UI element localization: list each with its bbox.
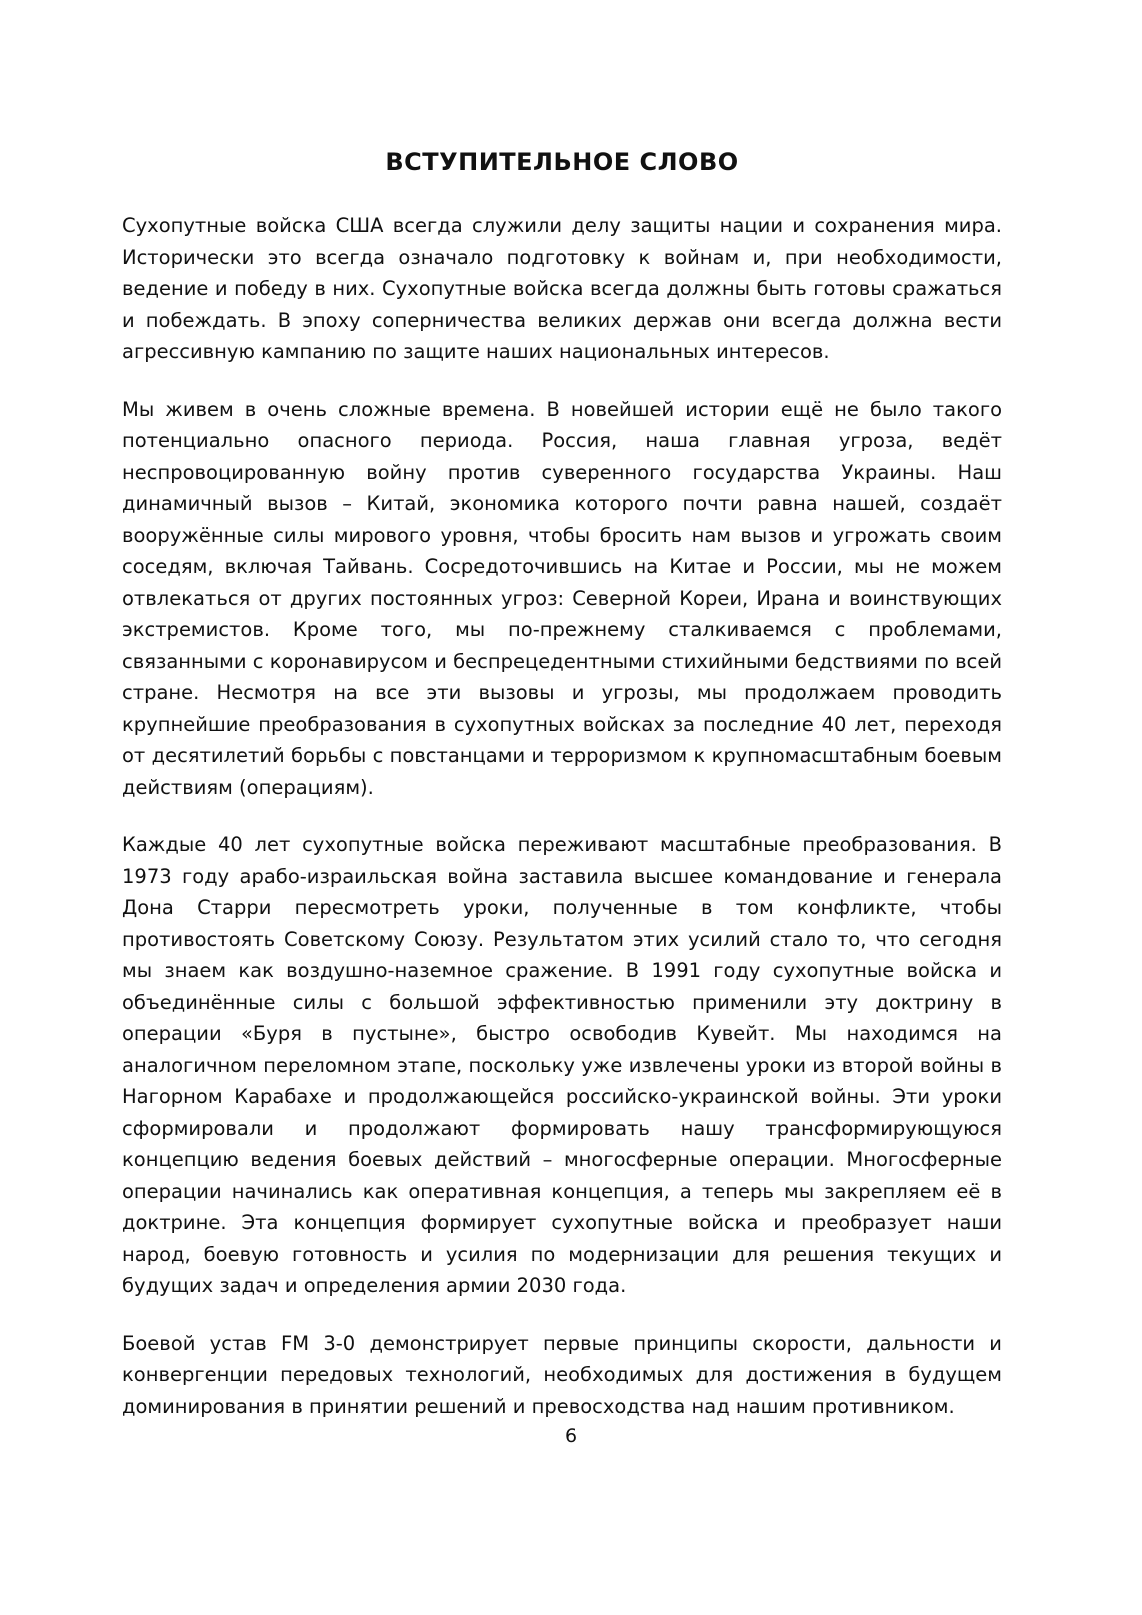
- body-paragraph: Каждые 40 лет сухопутные войска переживают масштабные преобразования. В 1973 году арабо-израильская война заставила высшее командование и генерала Дона Старри пересмотреть уроки, полученные в том конфликте, чтобы противостоять Советскому Союзу. Результатом этих усилий стало то, что сегодня мы знаем как воздушно-наземное сражение. В 1991 году сухопутные войска и объединённые силы с большой эффективностью применили эту доктрину в операции «Буря в пустыне», быстро освободив Кувейт. Мы находимся на аналогичном переломном этапе, поскольку уже извлечены уроки из второй войны в Нагорном Карабахе и продолжающейся российско-украинской войны. Эти уроки сформировали и продолжают формировать нашу трансформирующуюся концепцию ведения боевых действий – многосферные операции. Многосферные операции начинались как оперативная концепция, а теперь мы закрепляем её в доктрине. Эта концепция формирует сухопутные войска и преобразует наши народ, боевую готовность и усилия по модернизации для решения текущих и будущих задач и определения армии 2030 года.: [122, 833, 1002, 1297]
- body-paragraph: Боевой устав FM 3-0 демонстрирует первые принципы скорости, дальности и конвергенции передовых технологий, необходимых для достижения в будущем доминирования в принятии решений и превосходства над нашим противником.: [122, 1331, 1002, 1418]
- page-content: [122, 148, 1002, 1422]
- page-title: ВСТУПИТЕЛЬНОЕ СЛОВО: [385, 148, 739, 176]
- body-paragraph: Мы живем в очень сложные времена. В новейшей истории ещё не было такого потенциально опасного периода. Россия, наша главная угроза, ведёт неспровоцированную войну против суверенного государства Украины. Наш динамичный вызов – Китай, экономика которого почти равна нашей, создаёт вооружённые силы мирового уровня, чтобы бросить нам вызов и угрожать своим соседям, включая Тайвань. Сосредоточившись на Китае и России, мы не можем отвлекаться от других постоянных угроз: Северной Кореи, Ирана и воинствующих экстремистов. Кроме того, мы по-прежнему сталкиваемся с проблемами, связанными с коронавирусом и беспрецедентными стихийными бедствиями по всей стране. Несмотря на все эти вызовы и угрозы, мы продолжаем проводить крупнейшие преобразования в сухопутных войсках за последние 40 лет, переходя от десятилетий борьбы с повстанцами и терроризмом к крупномасштабным боевым действиям (операциям).: [122, 397, 1002, 799]
- body-paragraph: Сухопутные войска США всегда служили делу защиты нации и сохранения мира. Исторически это всегда означало подготовку к войнам и, при необходимости, ведение и победу в них. Сухопутные войска всегда должны быть готовы сражаться и побеждать. В эпоху соперничества великих держав они всегда должна вести агрессивную кампанию по защите наших национальных интересов.: [122, 214, 1002, 363]
- page-number: 6: [564, 1425, 578, 1447]
